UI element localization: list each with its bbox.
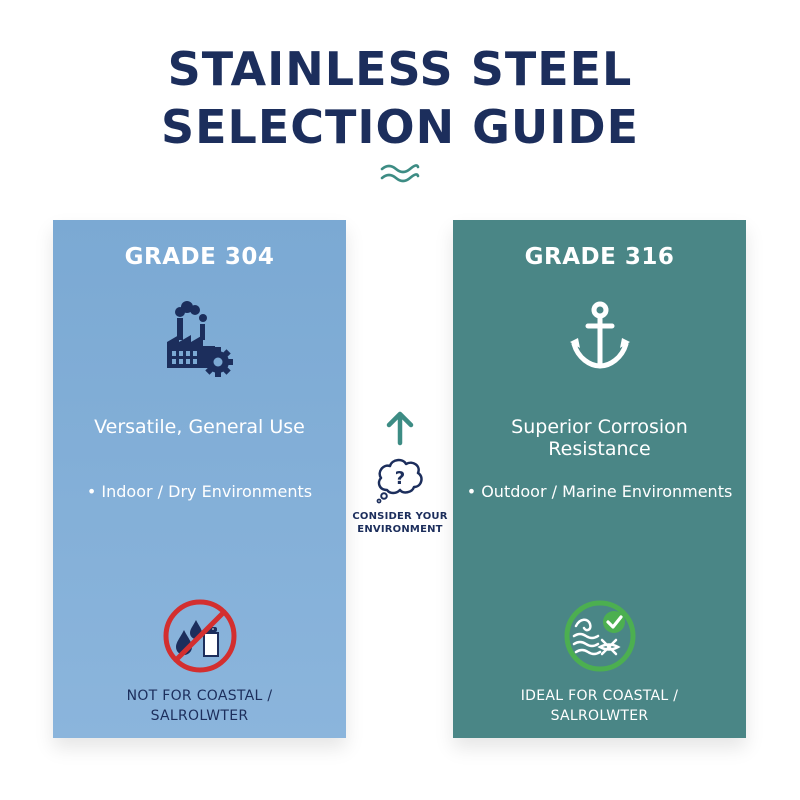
anchor-icon bbox=[568, 298, 632, 374]
title-line-1: STAINLESS STEEL bbox=[167, 42, 633, 96]
grade-304-card bbox=[53, 220, 346, 738]
center-decision-prompt bbox=[350, 410, 450, 536]
consider-environment-caption bbox=[350, 510, 450, 536]
grade-304-note-line-2: SALROLWTER bbox=[150, 708, 249, 724]
factory-gear-icon bbox=[163, 298, 237, 378]
title-line-2: SELECTION GUIDE bbox=[161, 100, 639, 154]
grade-316-heading: GRADE 316 bbox=[524, 244, 675, 270]
grade-316-note-line-2: SALROLWTER bbox=[550, 708, 649, 724]
marine-check-icon bbox=[560, 596, 640, 676]
wave-divider-icon bbox=[380, 160, 420, 186]
grade-304-note bbox=[53, 686, 346, 726]
consider-line-1: CONSIDER YOUR bbox=[352, 511, 448, 522]
question-bubble-icon bbox=[373, 454, 427, 504]
up-arrow-icon bbox=[385, 410, 415, 446]
grade-304-environment: • Indoor / Dry Environments bbox=[86, 482, 313, 501]
grade-316-subtitle bbox=[453, 416, 746, 460]
grade-316-subtitle-line-1: Superior Corrosion bbox=[511, 416, 688, 438]
grade-316-note-line-1: IDEAL FOR COASTAL / bbox=[520, 688, 679, 704]
no-saltwater-icon bbox=[160, 596, 240, 676]
grade-304-heading: GRADE 304 bbox=[124, 244, 275, 270]
page-title bbox=[0, 40, 800, 156]
grade-316-card bbox=[453, 220, 746, 738]
grade-316-note bbox=[453, 686, 746, 726]
svg-text:?: ? bbox=[394, 468, 406, 489]
grade-304-subtitle: Versatile, General Use bbox=[94, 416, 305, 438]
grade-316-subtitle-line-2: Resistance bbox=[548, 438, 651, 460]
grade-304-note-line-1: NOT FOR COASTAL / bbox=[126, 688, 273, 704]
grade-316-environment: • Outdoor / Marine Environments bbox=[466, 482, 733, 501]
consider-line-2: ENVIRONMENT bbox=[357, 524, 443, 535]
